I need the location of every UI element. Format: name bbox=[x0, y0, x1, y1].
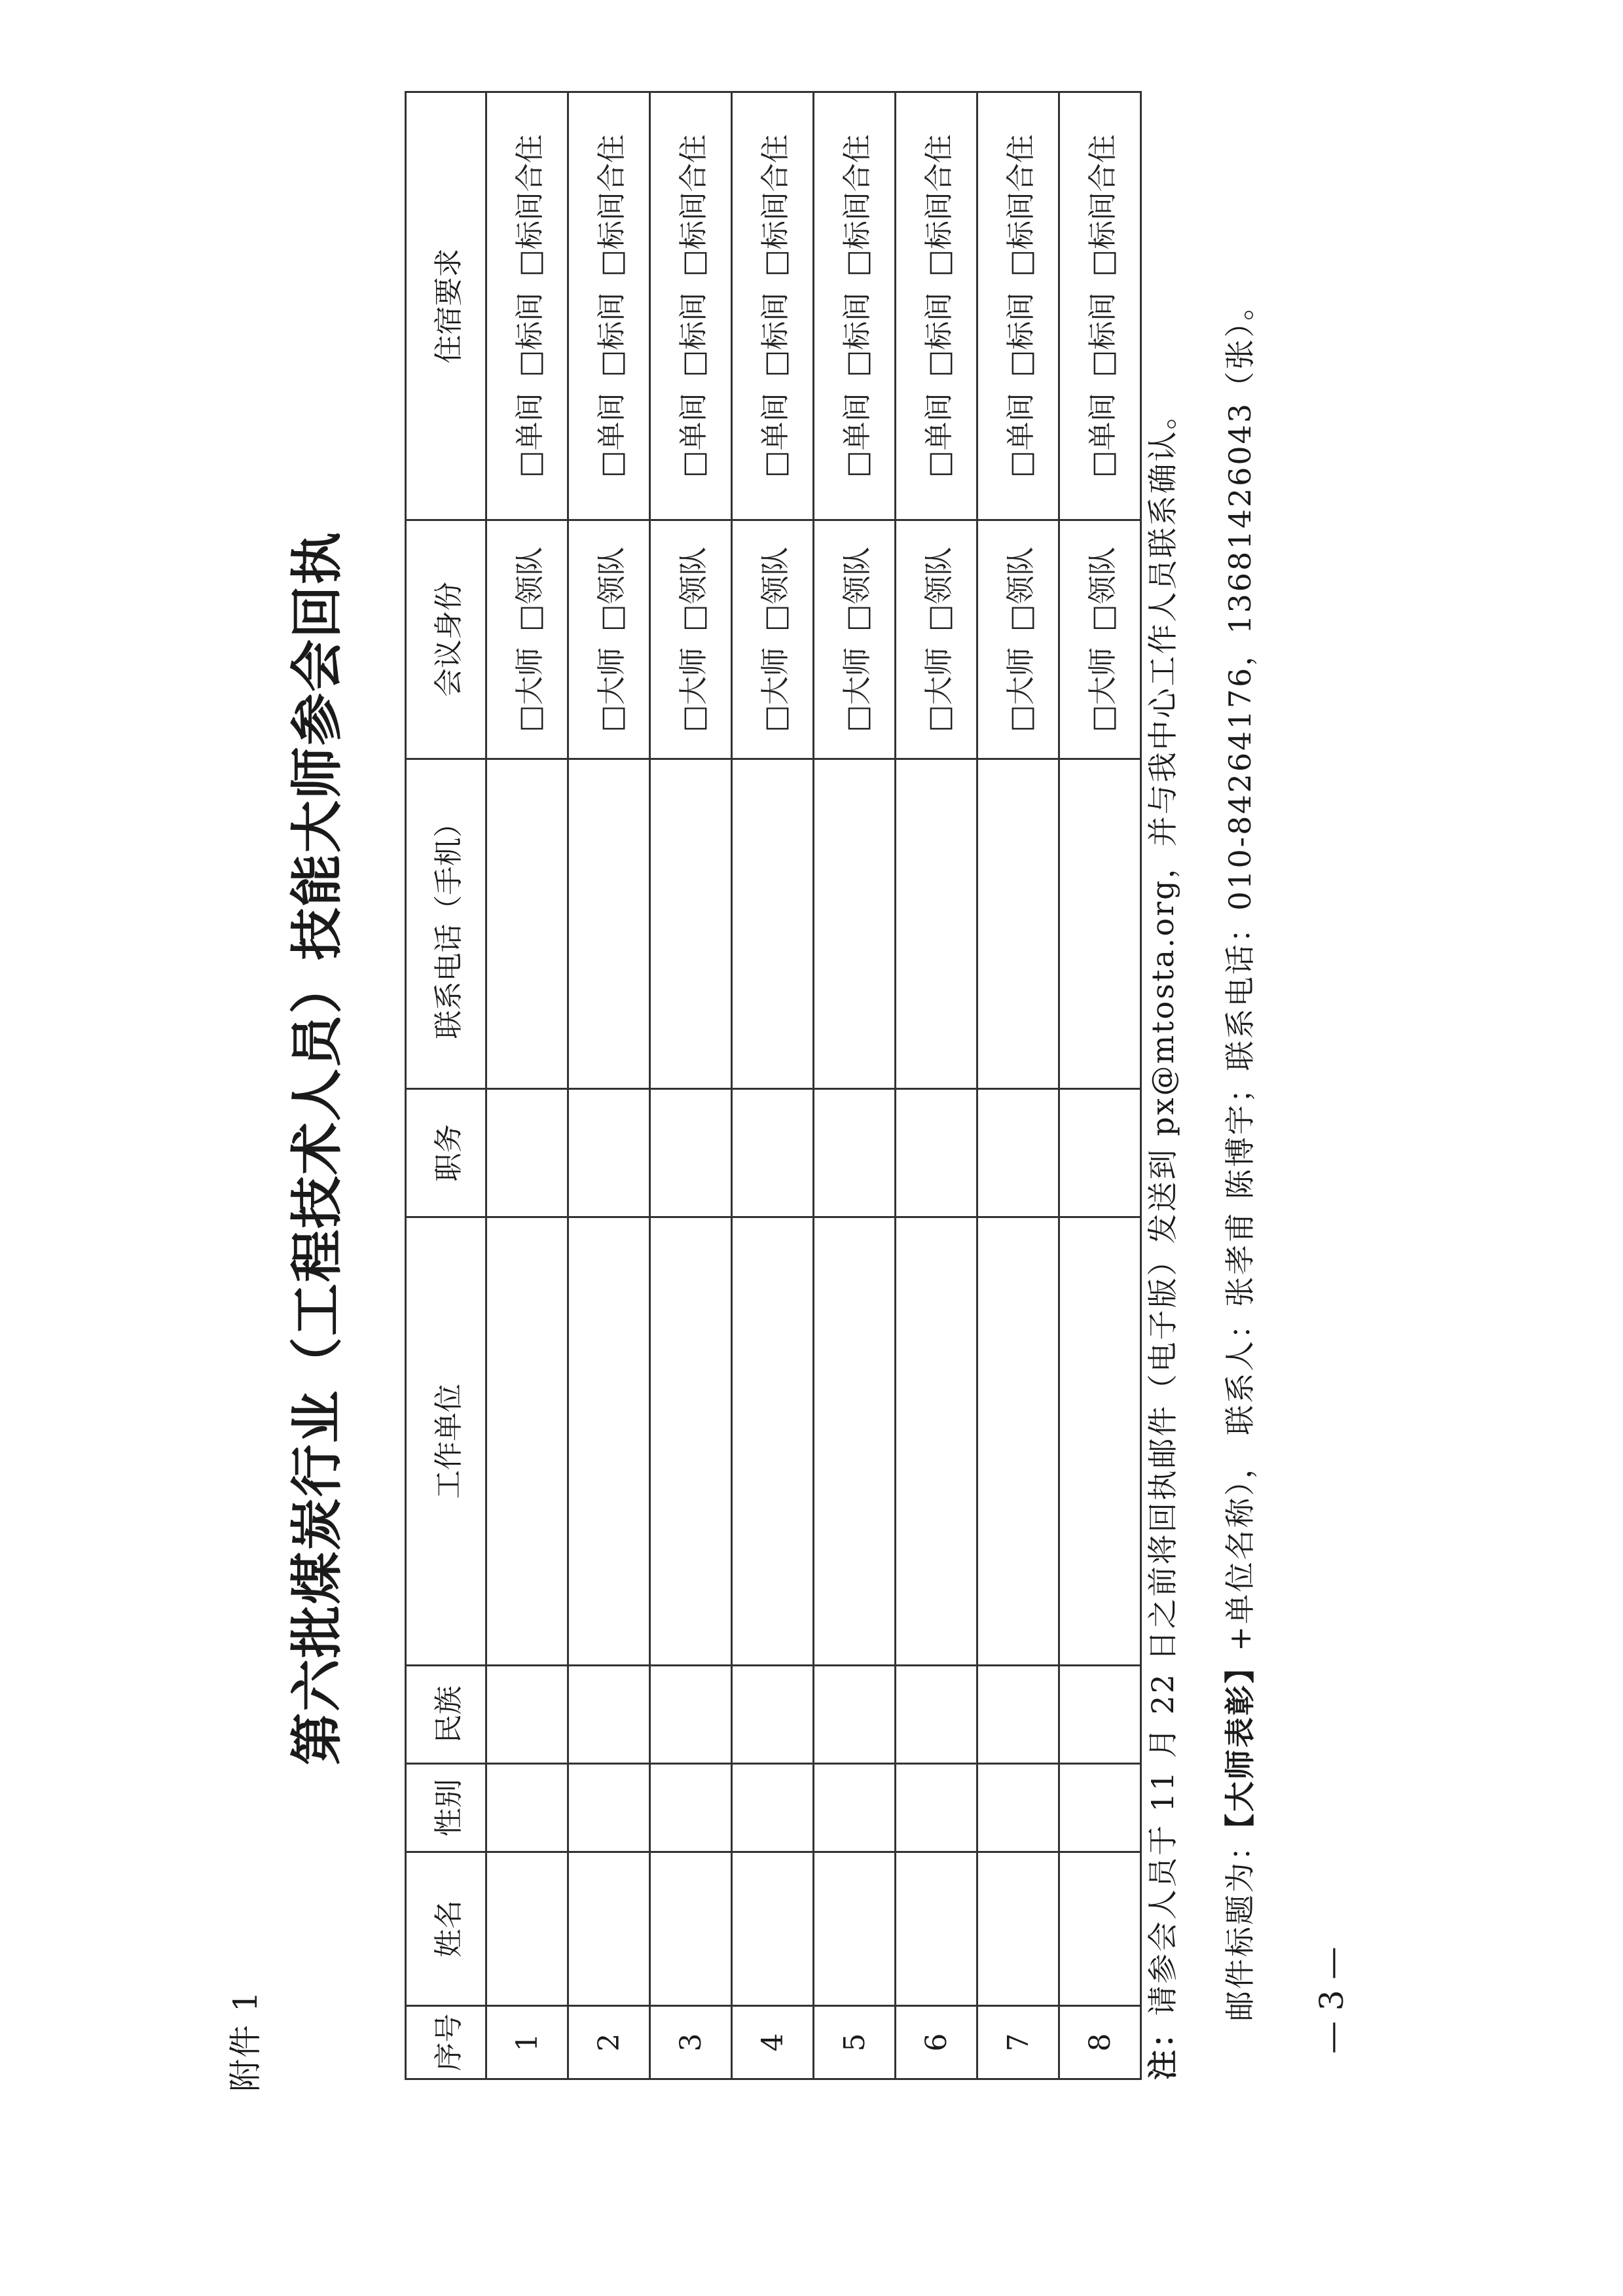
cell-gender[interactable] bbox=[896, 1764, 977, 1852]
table-row bbox=[814, 92, 896, 2079]
lodging-checkbox-option[interactable]: □标间合住 bbox=[1086, 134, 1120, 277]
cell-seq: 3 bbox=[650, 2006, 732, 2079]
cell-identity bbox=[568, 520, 650, 759]
identity-checkbox-option[interactable]: □大师 bbox=[595, 647, 629, 732]
cell-ethnicity[interactable] bbox=[568, 1666, 650, 1764]
identity-checkbox-option[interactable]: □领队 bbox=[841, 547, 874, 632]
cell-position[interactable] bbox=[814, 1089, 896, 1217]
lodging-checkbox-option[interactable]: □标间 bbox=[1086, 292, 1120, 378]
identity-checkbox-option[interactable]: □领队 bbox=[759, 547, 792, 632]
cell-employer[interactable] bbox=[568, 1217, 650, 1666]
table-header-row bbox=[406, 92, 486, 2079]
cell-employer[interactable] bbox=[814, 1217, 896, 1666]
cell-seq: 4 bbox=[732, 2006, 814, 2079]
cell-ethnicity[interactable] bbox=[732, 1666, 814, 1764]
lodging-checkbox-option[interactable]: □单间 bbox=[595, 393, 629, 478]
cell-name[interactable] bbox=[896, 1852, 977, 2006]
note-text-1: 请参会人员于 11 月 22 日之前将回执邮件（电子版）发送到 px@mtosta.org，并与我中心工作人员联系确认。 bbox=[1145, 397, 1180, 2016]
cell-lodging bbox=[1059, 92, 1141, 520]
cell-gender[interactable] bbox=[1059, 1764, 1141, 1852]
attachment-label: 附件 1 bbox=[227, 1990, 264, 2092]
lodging-checkbox-option[interactable]: □标间合住 bbox=[513, 134, 547, 277]
lodging-checkbox-option[interactable]: □单间 bbox=[513, 393, 547, 478]
header-ethnicity: 民族 bbox=[406, 1666, 486, 1764]
header-identity: 会议身份 bbox=[406, 520, 486, 759]
note-text-2-suffix: +单位名称）， 联系人：张孝甫 陈博宇；联系电话：010-84264176，13681426043（张）。 bbox=[1222, 288, 1258, 1651]
cell-ethnicity[interactable] bbox=[650, 1666, 732, 1764]
registration-table bbox=[405, 91, 1142, 2080]
cell-lodging bbox=[814, 92, 896, 520]
cell-name[interactable] bbox=[732, 1852, 814, 2006]
cell-phone[interactable] bbox=[814, 759, 896, 1089]
table-row bbox=[486, 92, 568, 2079]
note-line-1 bbox=[1139, 397, 1182, 2080]
identity-checkbox-option[interactable]: □大师 bbox=[513, 647, 547, 732]
lodging-checkbox-option[interactable]: □标间 bbox=[759, 292, 792, 378]
lodging-checkbox-option[interactable]: □单间 bbox=[841, 393, 874, 478]
table-row bbox=[896, 92, 977, 2079]
identity-checkbox-option[interactable]: □领队 bbox=[595, 547, 629, 632]
identity-checkbox-option[interactable]: □大师 bbox=[677, 647, 710, 732]
header-employer: 工作单位 bbox=[406, 1217, 486, 1666]
table-row bbox=[732, 92, 814, 2079]
lodging-checkbox-option[interactable]: □标间合住 bbox=[595, 134, 629, 277]
lodging-checkbox-option[interactable]: □标间 bbox=[513, 292, 547, 378]
lodging-checkbox-option[interactable]: □单间 bbox=[1004, 393, 1038, 478]
cell-seq: 2 bbox=[568, 2006, 650, 2079]
cell-phone[interactable] bbox=[1059, 759, 1141, 1089]
header-name: 姓名 bbox=[406, 1852, 486, 2006]
header-lodging: 住宿要求 bbox=[406, 92, 486, 520]
cell-employer[interactable] bbox=[486, 1217, 568, 1666]
cell-ethnicity[interactable] bbox=[486, 1666, 568, 1764]
cell-identity bbox=[1059, 520, 1141, 759]
identity-checkbox-option[interactable]: □领队 bbox=[922, 547, 956, 632]
cell-lodging bbox=[977, 92, 1059, 520]
header-seq: 序号 bbox=[406, 2006, 486, 2079]
lodging-checkbox-option[interactable]: □标间合住 bbox=[759, 134, 792, 277]
cell-seq: 7 bbox=[977, 2006, 1059, 2079]
cell-phone[interactable] bbox=[486, 759, 568, 1089]
lodging-checkbox-option[interactable]: □标间合住 bbox=[677, 134, 710, 277]
cell-position[interactable] bbox=[977, 1089, 1059, 1217]
cell-gender[interactable] bbox=[814, 1764, 896, 1852]
note-line-2 bbox=[1216, 289, 1260, 2021]
cell-employer[interactable] bbox=[650, 1217, 732, 1666]
cell-position[interactable] bbox=[486, 1089, 568, 1217]
cell-name[interactable] bbox=[977, 1852, 1059, 2006]
identity-checkbox-option[interactable]: □大师 bbox=[922, 647, 956, 732]
cell-ethnicity[interactable] bbox=[896, 1666, 977, 1764]
identity-checkbox-option[interactable]: □领队 bbox=[1004, 547, 1038, 632]
lodging-checkbox-option[interactable]: □单间 bbox=[677, 393, 710, 478]
cell-employer[interactable] bbox=[896, 1217, 977, 1666]
cell-identity bbox=[896, 520, 977, 759]
cell-phone[interactable] bbox=[732, 759, 814, 1089]
note-text-2-prefix: 邮件标题为： bbox=[1222, 1829, 1258, 2021]
document-title: 第六批煤炭行业（工程技术人员）技能大师参会回执 bbox=[286, 531, 348, 1765]
cell-lodging bbox=[568, 92, 650, 520]
cell-position[interactable] bbox=[896, 1089, 977, 1217]
cell-ethnicity[interactable] bbox=[814, 1666, 896, 1764]
cell-gender[interactable] bbox=[732, 1764, 814, 1852]
identity-checkbox-option[interactable]: □大师 bbox=[759, 647, 792, 732]
cell-position[interactable] bbox=[650, 1089, 732, 1217]
lodging-checkbox-option[interactable]: □标间合住 bbox=[922, 134, 956, 277]
cell-lodging bbox=[650, 92, 732, 520]
cell-phone[interactable] bbox=[896, 759, 977, 1089]
cell-phone[interactable] bbox=[650, 759, 732, 1089]
cell-position[interactable] bbox=[1059, 1089, 1141, 1217]
lodging-checkbox-option[interactable]: □标间合住 bbox=[841, 134, 874, 277]
cell-seq: 5 bbox=[814, 2006, 896, 2079]
lodging-checkbox-option[interactable]: □单间 bbox=[922, 393, 956, 478]
cell-ethnicity[interactable] bbox=[1059, 1666, 1141, 1764]
note-label: 注： bbox=[1145, 2016, 1180, 2080]
cell-position[interactable] bbox=[732, 1089, 814, 1217]
header-phone: 联系电话（手机） bbox=[406, 759, 486, 1089]
cell-lodging bbox=[732, 92, 814, 520]
cell-seq: 8 bbox=[1059, 2006, 1141, 2079]
cell-employer[interactable] bbox=[732, 1217, 814, 1666]
table-row bbox=[650, 92, 732, 2079]
lodging-checkbox-option[interactable]: □标间 bbox=[841, 292, 874, 378]
cell-phone[interactable] bbox=[977, 759, 1059, 1089]
cell-name[interactable] bbox=[1059, 1852, 1141, 2006]
cell-seq: 6 bbox=[896, 2006, 977, 2079]
cell-name[interactable] bbox=[568, 1852, 650, 2006]
identity-checkbox-option[interactable]: □大师 bbox=[841, 647, 874, 732]
lodging-checkbox-option[interactable]: □标间 bbox=[595, 292, 629, 378]
cell-identity bbox=[732, 520, 814, 759]
cell-identity bbox=[486, 520, 568, 759]
cell-seq: 1 bbox=[486, 2006, 568, 2079]
cell-ethnicity[interactable] bbox=[977, 1666, 1059, 1764]
cell-identity bbox=[650, 520, 732, 759]
identity-checkbox-option[interactable]: □大师 bbox=[1086, 647, 1120, 732]
cell-identity bbox=[977, 520, 1059, 759]
note-text-2-bold: 【大师表彰】 bbox=[1222, 1651, 1258, 1829]
lodging-checkbox-option[interactable]: □标间 bbox=[1004, 292, 1038, 378]
header-gender: 性别 bbox=[406, 1764, 486, 1852]
table-row bbox=[977, 92, 1059, 2079]
cell-gender[interactable] bbox=[977, 1764, 1059, 1852]
table-row bbox=[568, 92, 650, 2079]
header-position: 职务 bbox=[406, 1089, 486, 1217]
cell-identity bbox=[814, 520, 896, 759]
cell-lodging bbox=[896, 92, 977, 520]
cell-position[interactable] bbox=[568, 1089, 650, 1217]
lodging-checkbox-option[interactable]: □标间 bbox=[922, 292, 956, 378]
identity-checkbox-option[interactable]: □领队 bbox=[513, 547, 547, 632]
identity-checkbox-option[interactable]: □领队 bbox=[1086, 547, 1120, 632]
cell-employer[interactable] bbox=[977, 1217, 1059, 1666]
cell-employer[interactable] bbox=[1059, 1217, 1141, 1666]
lodging-checkbox-option[interactable]: □单间 bbox=[759, 393, 792, 478]
lodging-checkbox-option[interactable]: □单间 bbox=[1086, 393, 1120, 478]
cell-gender[interactable] bbox=[568, 1764, 650, 1852]
cell-name[interactable] bbox=[650, 1852, 732, 2006]
cell-name[interactable] bbox=[814, 1852, 896, 2006]
table-row bbox=[1059, 92, 1141, 2079]
cell-phone[interactable] bbox=[568, 759, 650, 1089]
cell-gender[interactable] bbox=[486, 1764, 568, 1852]
cell-lodging bbox=[486, 92, 568, 520]
cell-gender[interactable] bbox=[650, 1764, 732, 1852]
identity-checkbox-option[interactable]: □领队 bbox=[677, 547, 710, 632]
identity-checkbox-option[interactable]: □大师 bbox=[1004, 647, 1038, 732]
page-number: — 3 — bbox=[1313, 1946, 1351, 2054]
lodging-checkbox-option[interactable]: □标间 bbox=[677, 292, 710, 378]
lodging-checkbox-option[interactable]: □标间合住 bbox=[1004, 134, 1038, 277]
cell-name[interactable] bbox=[486, 1852, 568, 2006]
